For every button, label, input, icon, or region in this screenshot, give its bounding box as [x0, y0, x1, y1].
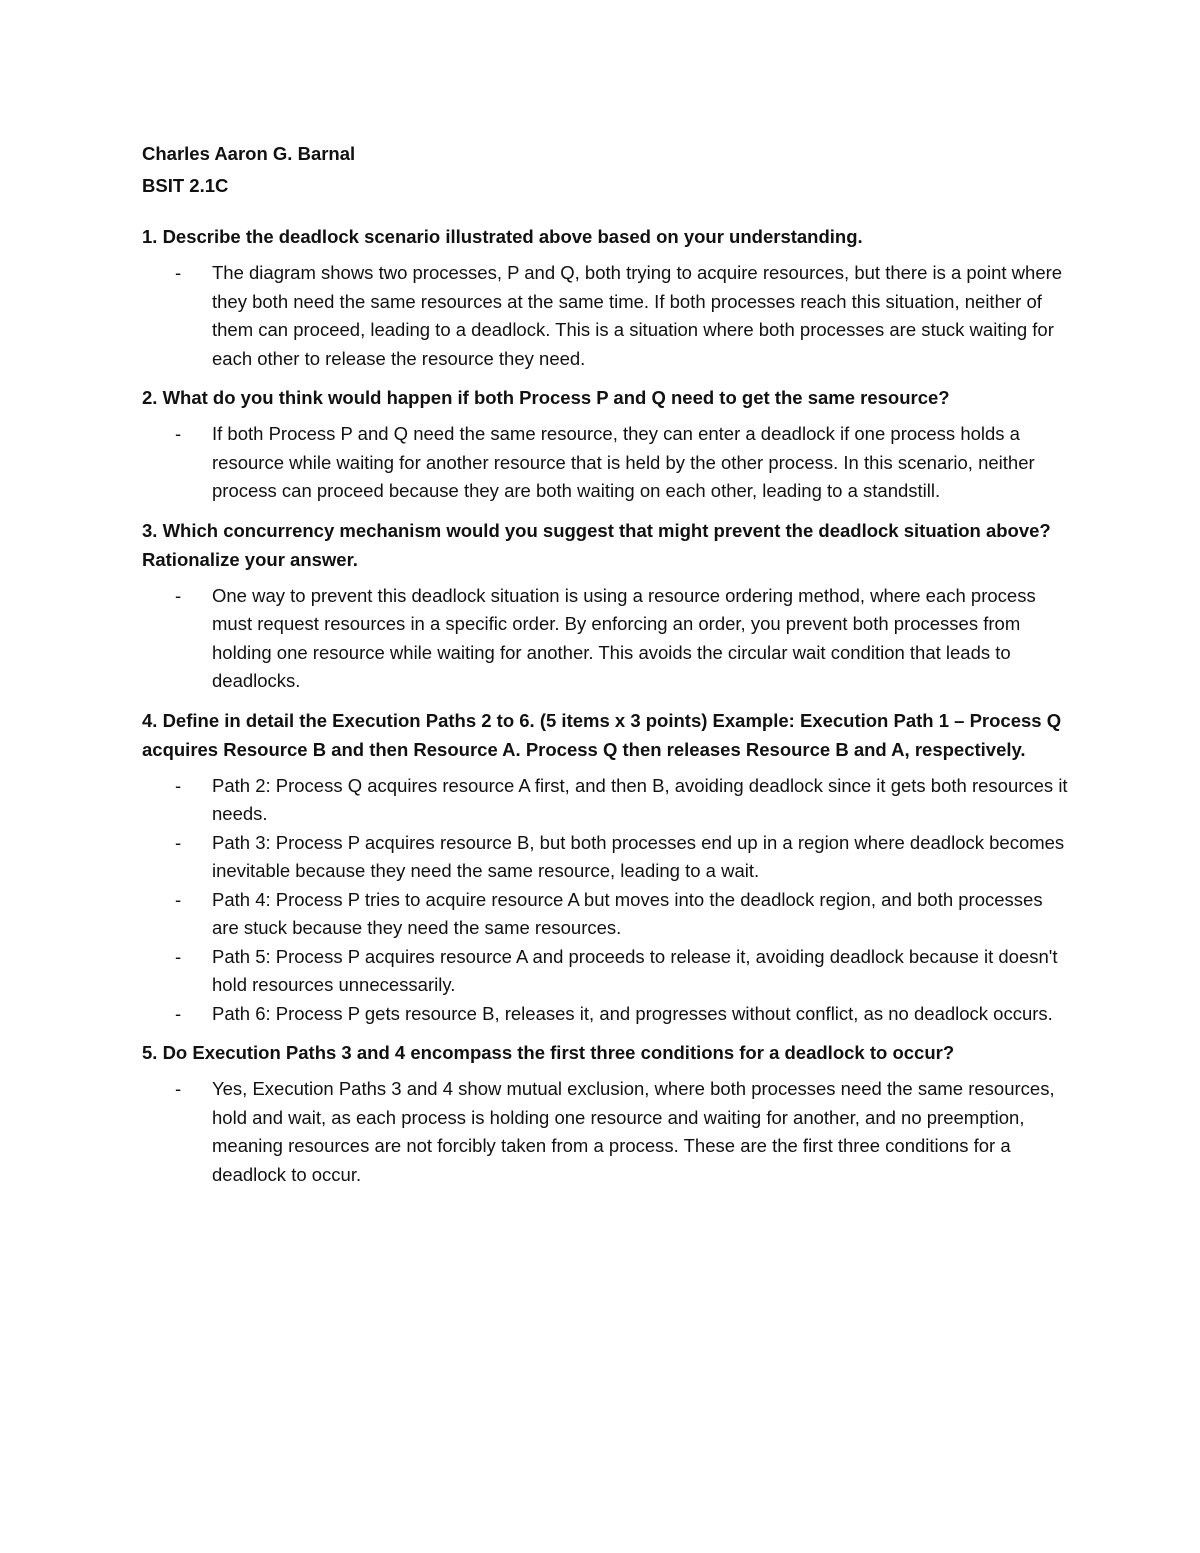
- answer-item: [142, 772, 1072, 829]
- answer-text: If both Process P and Q need the same resource, they can enter a deadlock if one process holds a resource while waiting for another resource that is held by the other process. In this scenario, neither process can proceed because they are both waiting on each other, leading to a standstill.: [212, 423, 1035, 501]
- answer-text: One way to prevent this deadlock situation is using a resource ordering method, where each process must request resources in a specific order. By enforcing an order, you prevent both processes from holding one resource while waiting for another. This avoids the circular wait condition that leads to deadlocks.: [212, 584, 1036, 691]
- question-block-4: [142, 706, 1072, 1029]
- student-name: Charles Aaron G. Barnal: [142, 143, 356, 164]
- answer-list-4: [142, 772, 1072, 1029]
- bullet-dash: -: [175, 1078, 182, 1099]
- answer-item: [142, 259, 1072, 373]
- bullet-dash: -: [175, 1002, 182, 1024]
- bullet-dash: -: [175, 774, 182, 796]
- answer-text: Path 5: Process P acquires resource A and proceeds to release it, avoiding deadlock because it doesn't hold resources unnecessarily.: [212, 945, 1058, 995]
- answer-text: Path 2: Process Q acquires resource A first, and then B, avoiding deadlock since it gets both resources it needs.: [212, 774, 1068, 824]
- answer-item: [142, 886, 1072, 943]
- bullet-dash: -: [175, 584, 182, 606]
- answer-list-5: [142, 1075, 1072, 1189]
- question-5: 5. Do Execution Paths 3 and 4 encompass the first three conditions for a deadlock to occur?: [142, 1042, 955, 1063]
- bullet-dash: -: [175, 423, 182, 444]
- bullet-dash: -: [175, 831, 182, 853]
- answer-text: Path 3: Process P acquires resource B, but both processes end up in a region where deadlock becomes inevitable because they need the same resource, leading to a wait.: [212, 831, 1065, 881]
- question-1: 1. Describe the deadlock scenario illustrated above based on your understanding.: [142, 226, 863, 247]
- question-block-1: [142, 222, 1072, 373]
- answer-item: [142, 420, 1072, 506]
- question-2: 2. What do you think would happen if both Process P and Q need to get the same resource?: [142, 387, 950, 408]
- answer-item: [142, 1075, 1072, 1189]
- answer-text: Path 6: Process P gets resource B, releases it, and progresses without conflict, as no deadlock occurs.: [212, 1002, 1053, 1024]
- question-3: 3. Which concurrency mechanism would you suggest that might prevent the deadlock situation above? Rationalize your answer.: [142, 519, 1051, 570]
- student-section: BSIT 2.1C: [142, 175, 229, 196]
- question-4: 4. Define in detail the Execution Paths 2 to 6. (5 items x 3 points) Example: Execution Path 1 – Process Q acquires Resource B and then Resource A. Process Q then releases Resource B and A, respectively.: [142, 709, 1062, 760]
- bullet-dash: -: [175, 262, 182, 283]
- answer-text: The diagram shows two processes, P and Q, both trying to acquire resources, but there is a point where they both need the same resources at the same time. If both processes reach this situation, neither of them can proceed, leading to a deadlock. This is a situation where both processes are stuck waiting for each other to release the resource they need.: [212, 262, 1063, 369]
- answer-item: [142, 829, 1072, 886]
- answer-text: Path 4: Process P tries to acquire resource A but moves into the deadlock region, and both processes are stuck because they need the same resources.: [212, 888, 1043, 938]
- question-block-2: [142, 383, 1072, 506]
- spacer: [142, 202, 1072, 222]
- document-page: [142, 138, 1072, 1199]
- answer-list-2: [142, 420, 1072, 506]
- question-block-5: [142, 1038, 1072, 1189]
- answer-list-1: [142, 259, 1072, 373]
- answer-item: [142, 1000, 1072, 1029]
- answer-text: Yes, Execution Paths 3 and 4 show mutual exclusion, where both processes need the same resources, hold and wait, as each process is holding one resource and waiting for another, and no preemption, meaning resources are not forcibly taken from a process. These are the first three conditions for a deadlock to occur.: [212, 1078, 1055, 1185]
- answer-list-3: [142, 582, 1072, 696]
- bullet-dash: -: [175, 945, 182, 967]
- question-block-3: [142, 516, 1072, 696]
- answer-item: [142, 943, 1072, 1000]
- answer-item: [142, 582, 1072, 696]
- bullet-dash: -: [175, 888, 182, 910]
